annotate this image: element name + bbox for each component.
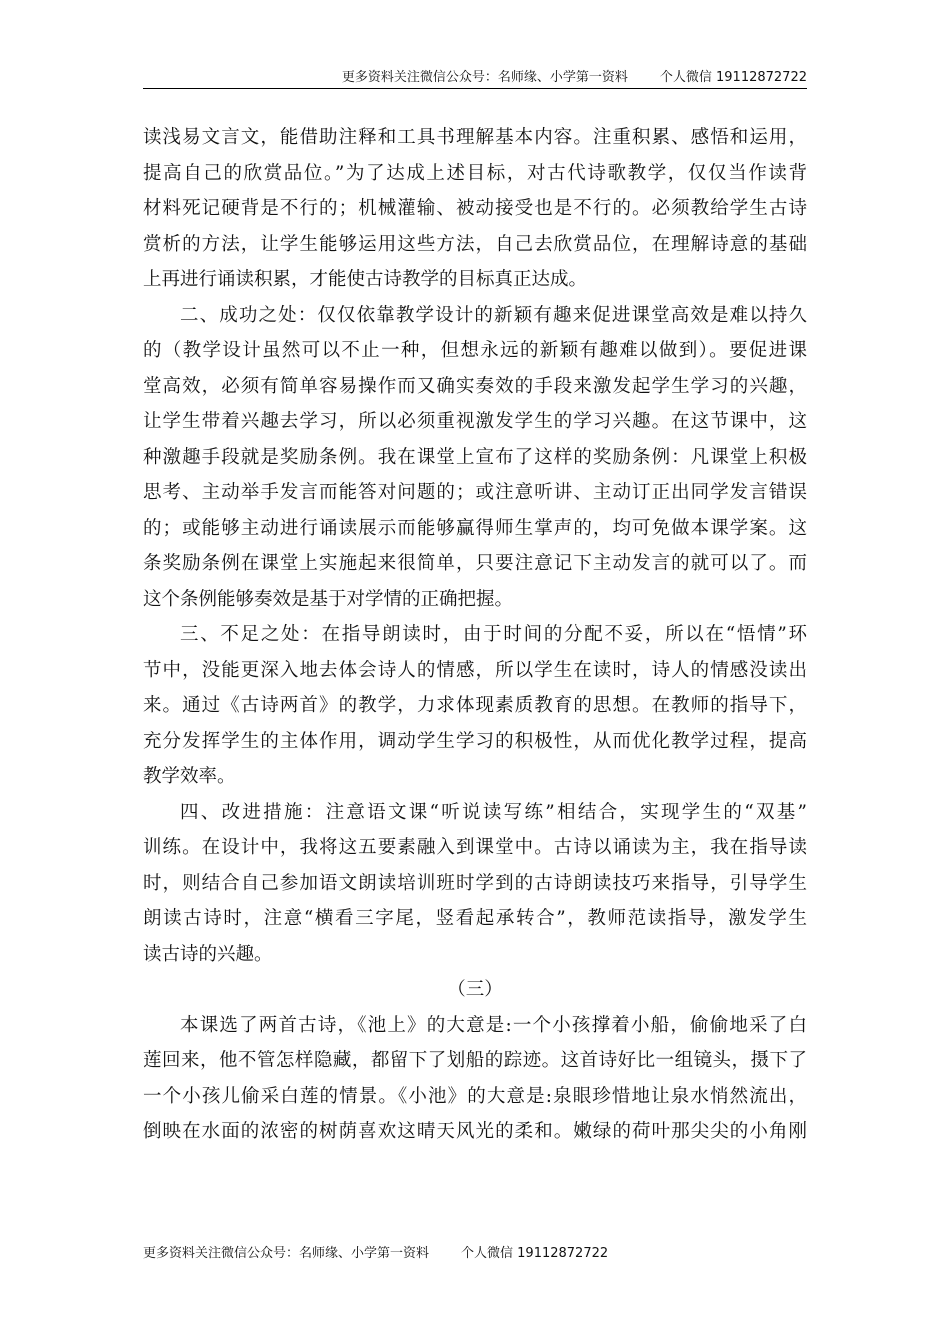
page-header [143,66,807,88]
text-line: 这个条例能够奏效是基于对学情的正确把握。 [143,588,514,610]
text-line: 时，则结合自己参加语文朗读培训班时学到的古诗朗读技巧来指导，引导学生 [143,872,807,894]
text-line: 一个小孩儿偷采白莲的情景。《小池》的大意是:泉眼珍惜地让泉水悄然流出， [143,1085,807,1107]
text-line: 训练。在设计中，我将这五要素融入到课堂中。古诗以诵读为主，我在指导读 [143,837,807,858]
text-line: 充分发挥学生的主体作用，调动学生学习的积极性，从而优化教学过程，提高 [143,730,807,752]
paragraph-poem-summary-start: 本课选了两首古诗，《池上》的大意是:一个小孩撑着小船，偷偷地采了白 [180,1014,807,1036]
text-line: 赏析的方法，让学生能够运用这些方法，自己去欣赏品位，在理解诗意的基础 [143,233,807,255]
text-line: 读古诗的兴趣。 [143,943,273,965]
section-heading: （三） [447,979,503,1000]
text-line: 节中，没能更深入地去体会诗人的情感，所以学生在读时，诗人的情感没读出 [143,659,807,681]
text-line: 让学生带着兴趣去学习，所以必须重视激发学生的学习兴趣。在这节课中，这 [143,411,807,432]
text-line: 读浅易文言文，能借助注释和工具书理解基本内容。注重积累、感悟和运用， [143,127,807,148]
text-line: 种激趣手段就是奖励条例。我在课堂上宣布了这样的奖励条例：凡课堂上积极 [143,446,807,468]
paragraph-shortcoming-start: 三、不足之处：在指导朗读时，由于时间的分配不妥，所以在“悟情”环 [180,624,807,645]
header-divider [143,88,807,89]
text-line: 来。通过《古诗两首》的教学，力求体现素质教育的思想。在教师的指导下， [143,695,807,716]
header-wechat-text: 个人微信 19112872722 [659,70,807,85]
text-line: 提高自己的欣赏品位。”为了达成上述目标，对古代诗歌教学，仅仅当作读背 [143,162,807,184]
page-footer [143,1244,608,1264]
text-line: 倒映在水面的浓密的树荫喜欢这晴天风光的柔和。嫩绿的荷叶那尖尖的小角刚 [143,1121,807,1142]
text-line: 教学效率。 [143,766,236,787]
text-line: 堂高效，必须有简单容易操作而又确实奏效的手段来激发起学生学习的兴趣， [143,375,807,397]
text-line: 材料死记硬背是不行的；机械灌输、被动接受也是不行的。必须教给学生古诗 [143,198,807,219]
text-line: 莲回来，他不管怎样隐藏，都留下了划船的踪迹。这首诗好比一组镜头，摄下了 [143,1050,807,1071]
document-body [143,120,807,1150]
text-line: 的（教学设计虽然可以不止一种，但想永远的新颖有趣难以做到）。要促进课 [143,340,807,361]
paragraph-success-start: 二、成功之处：仅仅依靠教学设计的新颖有趣来促进课堂高效是难以持久 [180,304,807,326]
text-line: 的；或能够主动进行诵读展示而能够赢得师生掌声的，均可免做本课学案。这 [143,517,807,539]
text-line: 思考、主动举手发言而能答对问题的；或注意听讲、主动订正出同学发言错误 [143,482,807,503]
footer-source-text: 更多资料关注微信公众号：名师缘、小学第一资料 [143,1246,430,1261]
text-line: 上再进行诵读积累，才能使古诗教学的目标真正达成。 [143,269,588,290]
paragraph-improvement-start: 四、改进措施：注意语文课“听说读写练”相结合，实现学生的“双基” [180,801,807,823]
text-line: 条奖励条例在课堂上实施起来很简单，只要注意记下主动发言的就可以了。而 [143,553,807,574]
header-source-text: 更多资料关注微信公众号：名师缘、小学第一资料 [341,70,628,85]
footer-wechat-text: 个人微信 19112872722 [461,1246,609,1261]
text-line: 朗读古诗时，注意“横看三字尾，竖看起承转合”，教师范读指导，激发学生 [143,908,807,929]
